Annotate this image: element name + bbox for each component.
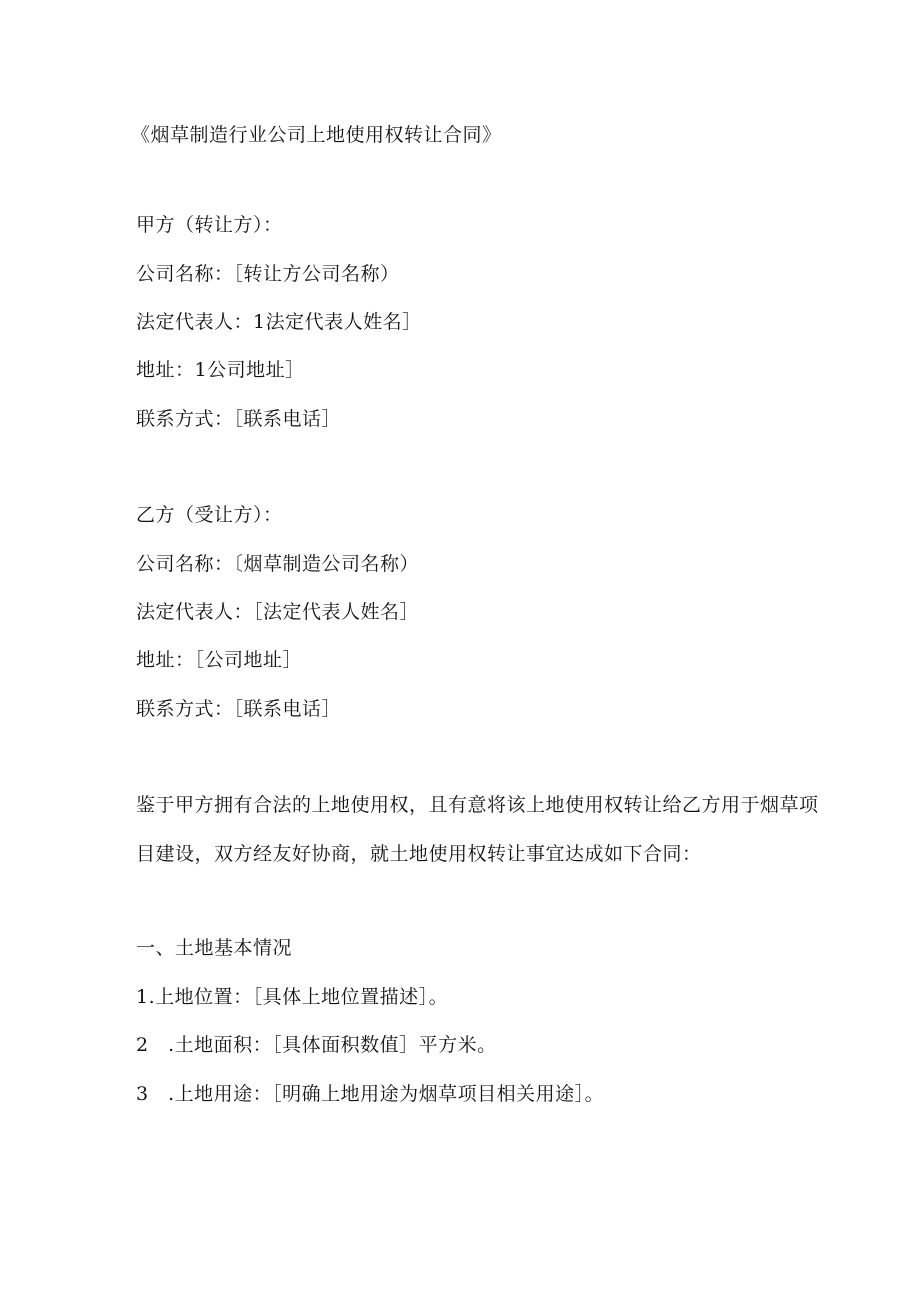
- party-a-company: 公司名称：［转让方公司名称）: [136, 263, 400, 285]
- party-b-contact: 联系方式：［联系电话］: [136, 698, 342, 720]
- party-b-heading: 乙方（受让方）：: [136, 504, 283, 526]
- section-1-heading: 一、土地基本情况: [136, 937, 293, 959]
- party-a-address: 地址：1公司地址］: [136, 359, 305, 381]
- party-a-representative: 法定代表人：1法定代表人姓名］: [136, 311, 422, 333]
- party-b-address: 地址：［公司地址］: [136, 649, 303, 671]
- document-title: 《烟草制造行业公司上地使用权转让合同》: [131, 124, 502, 146]
- preamble-line-2: 目建设，双方经友好协商，就土地使用权转让事宜达成如下合同：: [136, 843, 702, 865]
- party-b-representative: 法定代表人：［法定代表人姓名］: [136, 601, 420, 623]
- section-1-item: 2 .土地面积：［具体面积数值］平方米。: [136, 1034, 497, 1056]
- section-1-item: 1.上地位置：［具体上地位置描述］。: [136, 986, 449, 1008]
- party-a-contact: 联系方式：［联系电话］: [136, 408, 342, 430]
- party-a-heading: 甲方（转让方）：: [136, 214, 283, 236]
- party-b-company: 公司名称：〔烟草制造公司名称）: [136, 553, 420, 575]
- section-1-item: 3 .上地用途：［明确上地用途为烟草项目相关用途］。: [136, 1083, 605, 1105]
- preamble-line-1: 鉴于甲方拥有合法的上地使用权，且有意将该上地使用权转让给乙方用于烟草项: [136, 794, 819, 816]
